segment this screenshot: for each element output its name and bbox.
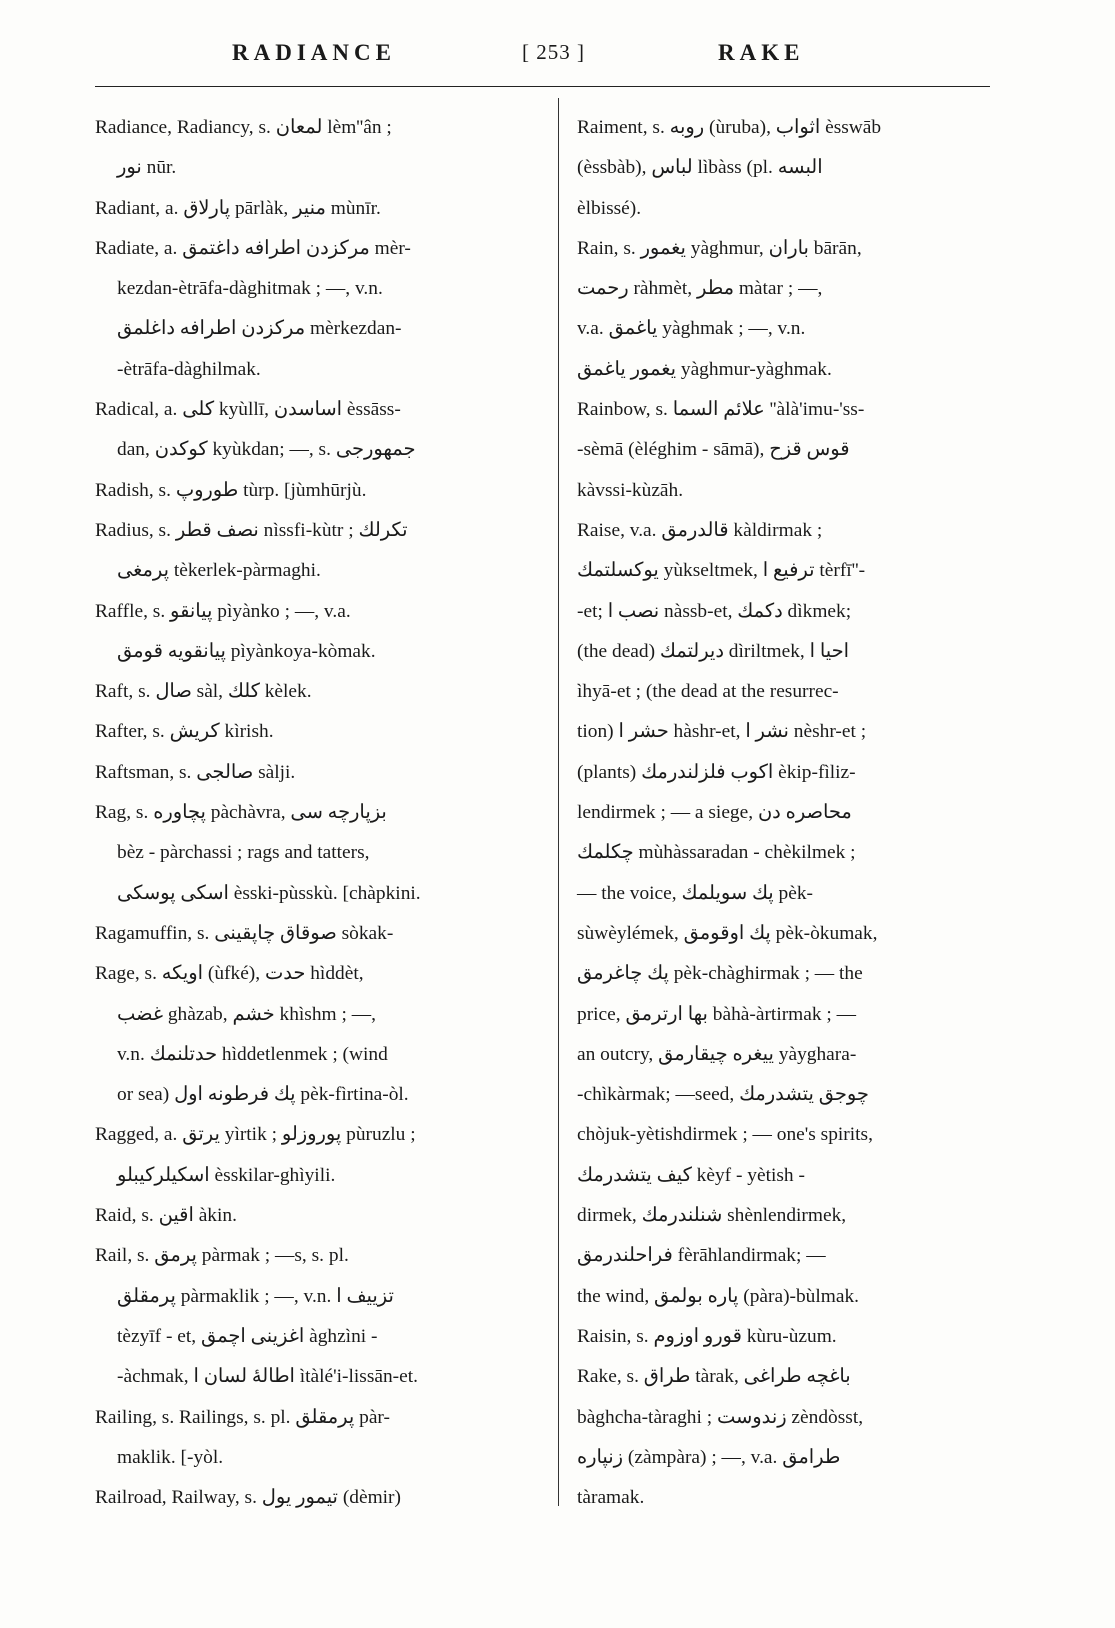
dictionary-line: Radiance, Radiancy, s. لمعان lèm''ân ;: [95, 117, 392, 138]
dictionary-line: bàghcha-tàraghi ; زندوست zèndòsst,: [577, 1406, 864, 1428]
dictionary-line: يغمور ياغمق yàghmur-yàghmak.: [577, 358, 832, 380]
dictionary-line: or sea) پك فرطونه اول pèk-fìrtina-òl.: [117, 1084, 409, 1106]
dictionary-line: èlbissé).: [577, 197, 642, 219]
dictionary-line: (èssbàb), لباس lìbàss (pl. البسه: [577, 157, 823, 179]
running-head-right: RAKE: [718, 40, 805, 65]
dictionary-line: -àchmak, اطالهٔ لسان ا ìtàlé'i-lissān-et.: [117, 1366, 418, 1388]
dictionary-line: tàramak.: [577, 1487, 645, 1509]
dictionary-line: bèz - pàrchassi ; rags and tatters,: [117, 842, 370, 864]
dictionary-line: kezdan-ètrāfa-dàghitmak ; —, v.n.: [117, 278, 383, 300]
dictionary-line: Radius, s. نصف قطر nìssfi-kùtr ; تكرلك: [95, 519, 408, 541]
right-column: [577, 108, 997, 1518]
dictionary-line: Raise, v.a. قالدرمق kàldirmak ;: [577, 519, 823, 541]
column-divider: [558, 98, 559, 1506]
page-header: [90, 40, 990, 76]
dictionary-line: Radish, s. طوروپ tùrp. [jùmhūrjù.: [95, 479, 367, 501]
dictionary-line: غضب ghàzab, خشم khìshm ; —,: [117, 1003, 376, 1025]
dictionary-line: Raid, s. اقين àkin.: [95, 1205, 237, 1227]
dictionary-line: Ragged, a. يرتق yìrtik ; پوروزلو pùruzlu ;: [95, 1124, 416, 1146]
dictionary-line: Rainbow, s. علائم السما ''àlà'imu-'ss-: [577, 399, 865, 421]
dictionary-line: Radiate, a. مركزدن اطرافه داغتمق mèr-: [95, 237, 411, 259]
dictionary-line: the wind, پاره بولمق (pàra)-bùlmak.: [577, 1285, 860, 1307]
dictionary-line: پرمغى tèkerlek-pàrmaghi.: [117, 560, 321, 582]
dictionary-line: sùwèylémek, پك اوقومق pèk-òkumak,: [577, 922, 878, 944]
dictionary-line: پيانقويه قومق pìyànkoya-kòmak.: [117, 640, 376, 662]
dictionary-line: پك چاغرمق pèk-chàghirmak ; — the: [577, 963, 863, 985]
running-head-left: RADIANCE: [232, 40, 396, 65]
dictionary-line: chòjuk-yètishdirmek ; — one's spirits,: [577, 1124, 873, 1146]
dictionary-line: v.a. ياغمق yàghmak ; —, v.n.: [577, 318, 806, 340]
header-rule: [95, 86, 990, 87]
dictionary-line: Ragamuffin, s. صوقاق چاپقينى sòkak-: [95, 922, 394, 944]
dictionary-line: Raisin, s. قورو اوزوم kùru-ùzum.: [577, 1325, 837, 1347]
dictionary-line: dirmek, شنلندرمك shènlendirmek,: [577, 1205, 847, 1227]
dictionary-line: v.n. حدتلنمك hìddetlenmek ; (wind: [117, 1043, 388, 1065]
dictionary-line: اسكى پوسكى èsski-pùsskù. [chàpkini.: [117, 882, 421, 904]
page-number: [ 253 ]: [522, 40, 585, 64]
dictionary-line: -chìkàrmak; —seed, چوجق يتشدرمك: [577, 1084, 869, 1106]
dictionary-line: -ètrāfa-dàghilmak.: [117, 358, 261, 380]
dictionary-line: Rain, s. يغمور yàghmur, باران bārān,: [577, 237, 862, 259]
dictionary-line: مركزدن اطرافه داغلمق mèrkezdan-: [117, 318, 402, 340]
dictionary-line: Rake, s. طراق tàrak, باغچه طراغى: [577, 1366, 851, 1388]
dictionary-line: -sèmā (èléghim - sāmā), قوس قزح: [577, 439, 850, 461]
dictionary-line: اسكيلركيبلو èsskilar-ghìyili.: [117, 1164, 336, 1186]
dictionary-line: چكلمك mùhàssaradan - chèkilmek ;: [577, 842, 856, 864]
dictionary-line: Raft, s. صال sàl, كلك kèlek.: [95, 681, 312, 703]
dictionary-line: tion) حشر ا hàshr-et, نشر ا nèshr-et ;: [577, 721, 867, 743]
dictionary-line: كيف يتشدرمك kèyf - yètish -: [577, 1164, 805, 1186]
dictionary-line: kàvssi-kùzāh.: [577, 479, 684, 501]
dictionary-line: an outcry, ييغره چيقارمق yàyghara-: [577, 1043, 857, 1065]
dictionary-line: يوكسلتمك yùkseltmek, ترفيع ا tèrfī''-: [577, 560, 866, 582]
dictionary-line: Raiment, s. روبه (ùruba), اثواب èsswāb: [577, 117, 882, 138]
dictionary-line: ìhyā-et ; (the dead at the resurrec-: [577, 681, 839, 703]
dictionary-line: — the voice, پك سويلمك pèk-: [577, 882, 814, 904]
dictionary-line: پرمقلق pàrmaklik ; —, v.n. تزييف ا: [117, 1285, 394, 1307]
dictionary-line: price, بها ارترمق bàhà-àrtirmak ; —: [577, 1003, 857, 1025]
dictionary-line: (plants) اكوب فلزلندرمك èkip-fìliz-: [577, 761, 856, 783]
dictionary-line: maklik. [-yòl.: [117, 1446, 224, 1468]
dictionary-line: زنپاره (zàmpàra) ; —, v.a. طرامق: [577, 1446, 841, 1468]
dictionary-line: Railing, s. Railings, s. pl. پرمقلق pàr-: [95, 1406, 390, 1428]
dictionary-line: Rage, s. اويكه (ùfké), حدت hìddèt,: [95, 963, 364, 985]
dictionary-line: Rafter, s. كريش kìrish.: [95, 721, 274, 743]
dictionary-line: -et; نصب ا nàssb-et, دكمك dìkmek;: [577, 600, 852, 622]
dictionary-line: Rag, s. پچاوره pàchàvra, بزپارچه سى: [95, 802, 387, 824]
dictionary-line: Radical, a. كلى kyùllī, اساسدن èssāss-: [95, 399, 401, 421]
dictionary-line: Raffle, s. پيانقو pìyànko ; —, v.a.: [95, 600, 351, 622]
dictionary-line: Raftsman, s. صالجى sàlji.: [95, 761, 296, 783]
dictionary-line: فراحلندرمق fèrāhlandirmak; —: [577, 1245, 826, 1267]
dictionary-line: Railroad, Railway, s. تيمور يول (dèmir): [95, 1487, 401, 1509]
dictionary-line: (the dead) ديرلتمك dìriltmek, احيا ا: [577, 640, 849, 662]
left-column: [95, 108, 543, 1518]
dictionary-line: Rail, s. پرمق pàrmak ; —s, s. pl.: [95, 1245, 349, 1267]
dictionary-line: رحمت ràhmèt, مطر màtar ; —,: [577, 278, 823, 300]
dictionary-line: lendirmek ; — a siege, محاصره دن: [577, 802, 852, 824]
dictionary-line: tèzyīf - et, اغزينى اچمق àghzìni -: [117, 1325, 378, 1347]
dictionary-line: dan, كوكدن kyùkdan; —, s. جمهورجى: [117, 439, 416, 461]
dictionary-line: نور nūr.: [117, 157, 177, 179]
dictionary-line: Radiant, a. پارلاق pārlàk, منير mùnīr.: [95, 197, 381, 219]
